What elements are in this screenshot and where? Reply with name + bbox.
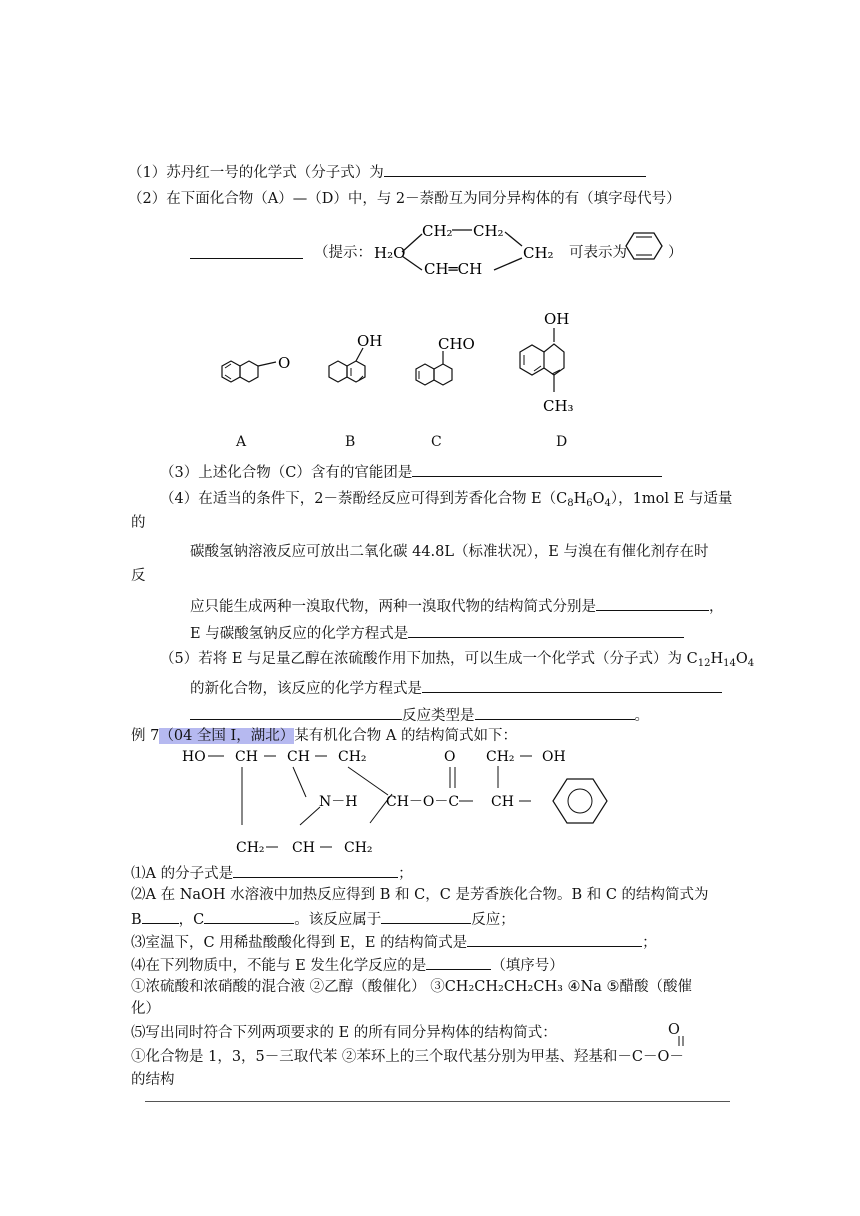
svg-text:O: O [444,749,456,765]
question-2: （2）在下面化合物（A）—（D）中，与 2－萘酚互为同分异构体的有（填字母代号） [128,191,681,207]
subquestion-5: ⑸写出同时符合下列两项要求的 E 的所有同分异构体的结构简式： [131,1025,557,1041]
svg-text:CH: CH [491,794,514,810]
question-4-line-3: 应只能生成两种一溴取代物，两种一溴取代物的结构简式分别是 ， [190,595,724,617]
hint-close: ） [668,245,683,261]
carbonyl-o-label: O [278,354,291,372]
svg-text:CH: CH [287,749,310,765]
answer-blank [384,161,646,177]
oh-label: OH [357,332,383,350]
h2o-label: H₂O [374,244,406,262]
ch2-label-b: CH₂ [473,222,504,240]
subquestion-5-conditions-wrap: 的结构 [131,1072,175,1088]
svg-text:CH: CH [292,840,315,856]
structure-d-label: D [556,434,568,450]
svg-text:CH₂: CH₂ [486,749,515,765]
subquestion-2-line-1: ⑵A 在 NaOH 水溶液中加热反应得到 B 和 C，C 是芳香族化合物。B 和 C 的结构简式为 [131,887,709,903]
carbonyl-double-bond [677,1035,685,1047]
svg-text:CH₂: CH₂ [344,840,373,856]
subquestion-1: ⑴A 的分子式是 ； [131,862,413,884]
carbonyl-o-mark: O [668,1022,680,1038]
question-4-line-1: （4）在适当的条件下，2－萘酚经反应可得到芳香化合物 $E(C_8H_6O_4)$，1mol E 与适量 [160,491,733,509]
cho-label: CHO [438,335,475,353]
hint-cyclohexadiene-icon [624,229,664,263]
question-4-line-4: E 与碳酸氢钠反应的化学方程式是 [190,622,684,644]
question-4-wrap-2: 反 [131,568,146,584]
subquestion-4-options-wrap: 化） [131,1001,160,1017]
question-1 [128,161,646,183]
footer-rule [145,1101,730,1102]
hint-open: （提示： [314,245,372,261]
question-4-line-2: 碳酸氢钠溶液反应可放出二氧化碳 44.8L（标准状况），E 与溴在有催化剂存在时 [190,544,709,560]
structure-b-label: B [345,434,356,450]
svg-text:HO: HO [182,749,206,765]
structure-a-label: A [236,434,247,450]
subquestion-3: ⑶室温下，C 用稀盐酸酸化得到 E，E 的结构简式是 ； [131,931,657,953]
structure-a [218,350,293,395]
ch3-label: CH₃ [543,397,574,415]
svg-text:CH－O－C: CH－O－C [386,794,460,810]
oh-label: OH [544,310,570,328]
hint-mid: 可表示为 [569,245,627,261]
example-7-heading: 例 7（04 全国 I，湖北）某有机化合物 A 的结构简式如下： [131,728,517,744]
structure-b [325,330,385,395]
svg-text:CH: CH [235,749,258,765]
ch2-label-c: CH₂ [523,244,554,262]
structure-c [412,333,482,397]
svg-text:OH: OH [542,749,566,765]
subquestion-4-options: ①浓硫酸和浓硝酸的混合液 ②乙醇（酸催化） ③CH₂CH₂CH₂CH₃ ④Na ⑤醋酸（酸催 [131,979,692,995]
subquestion-4: ⑷在下列物质中，不能与 E 发生化学反应的是 （填序号） [131,954,564,976]
source-highlight: （04 全国 I，湖北） [159,728,295,744]
question-3: （3）上述化合物（C）含有的官能团是 [160,461,662,483]
compound-a-structure [180,745,600,860]
svg-text:N－H: N－H [319,794,358,810]
answer-blank-q2 [190,243,303,265]
structure-c-label: C [431,434,442,450]
question-5-line-2: 的新化合物，该反应的化学方程式是 [190,677,722,699]
ch2-label-a: CH₂ [422,222,453,240]
question-5-line-3: 反应类型是 。 [190,704,649,726]
question-4-wrap-1: 的 [131,515,146,531]
ch-ch-label: CH═CH [424,260,483,278]
svg-text:CH₂: CH₂ [338,749,367,765]
question-5-line-1: （5）若将 E 与足量乙醇在浓硫酸作用下加热，可以生成一个化学式（分子式）为 $C_{12}H_{14}O_4$ [160,651,755,669]
structure-d [512,308,582,416]
hint-ring-formula [372,218,567,280]
svg-text:CH₂: CH₂ [236,840,265,856]
subquestion-2-line-2: B ，C 。该反应属于 反应； [131,908,515,930]
subquestion-5-conditions: ①化合物是 1，3，5－三取代苯 ②苯环上的三个取代基分别为甲基、羟基和－C－O－ [131,1049,684,1065]
question-1-text: （1）苏丹红一号的化学式（分子式）为 [128,165,384,181]
